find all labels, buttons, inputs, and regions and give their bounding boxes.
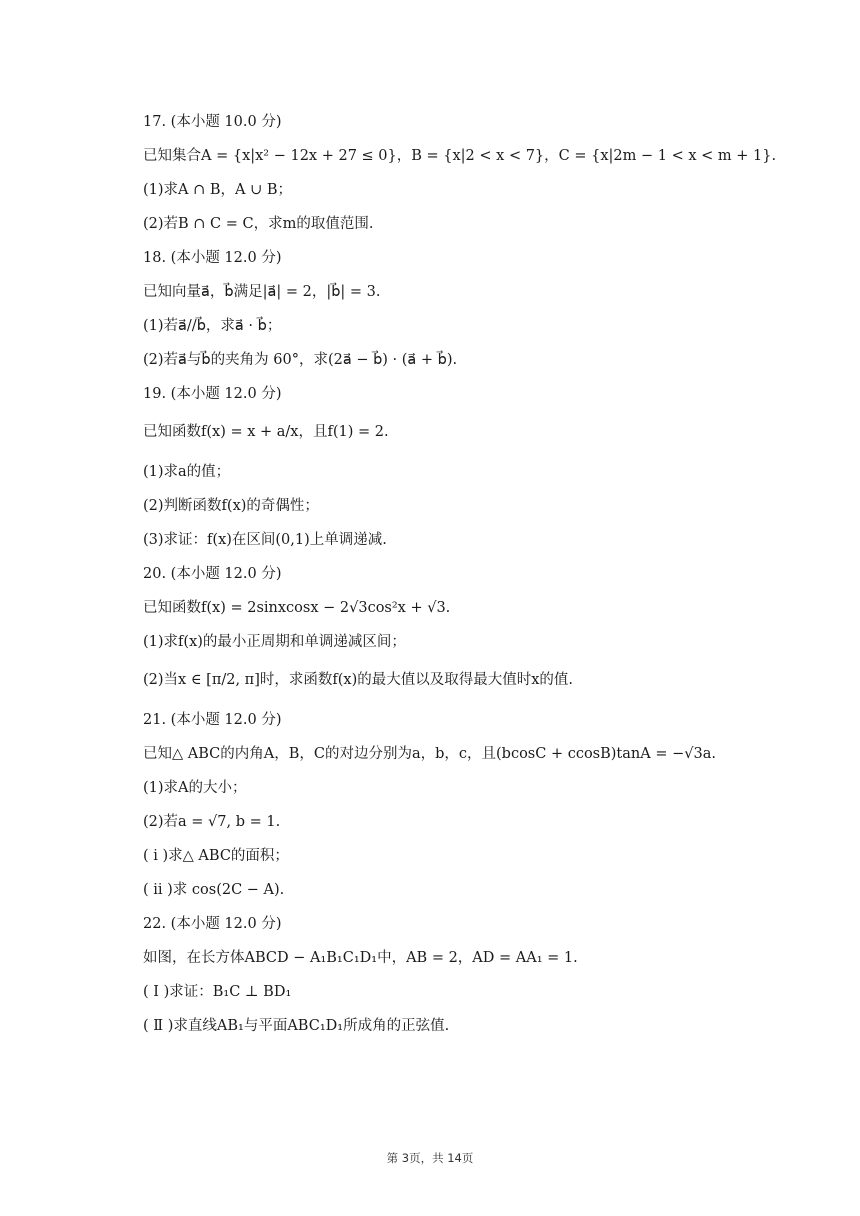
problem-17-part-1: (1)求A ∩ B，A ∪ B； bbox=[143, 182, 293, 198]
problem-21-subpart-i: ( ⅰ )求△ ABC的面积； bbox=[143, 848, 289, 864]
problem-22-header: 22. (本小题 12.0 分) bbox=[143, 916, 282, 932]
problem-18-part-1: (1)若a⃗//b⃗，求a⃗ · b⃗； bbox=[143, 318, 282, 334]
problem-22-part-II: ( Ⅱ )求直线AB₁与平面ABC₁D₁所成角的正弦值. bbox=[143, 1018, 450, 1034]
problem-20-header: 20. (本小题 12.0 分) bbox=[143, 566, 282, 582]
problem-20-part-2: (2)当x ∈ [π/2, π]时，求函数f(x)的最大值以及取得最大值时x的值. bbox=[143, 672, 574, 688]
problem-22-statement: 如图，在长方体ABCD − A₁B₁C₁D₁中，AB = 2，AD = AA₁ = 1. bbox=[143, 950, 578, 966]
problem-21-part-1: (1)求A的大小； bbox=[143, 780, 247, 796]
problem-18-part-2: (2)若a⃗与b⃗的夹角为 60°，求(2a⃗ − b⃗) · (a⃗ + b⃗). bbox=[143, 352, 458, 368]
problem-19-part-2: (2)判断函数f(x)的奇偶性； bbox=[143, 498, 319, 514]
problem-21-header: 21. (本小题 12.0 分) bbox=[143, 712, 282, 728]
problem-21-part-2: (2)若a = √7, b = 1. bbox=[143, 814, 281, 830]
problem-18-header: 18. (本小题 12.0 分) bbox=[143, 250, 282, 266]
problem-19-part-3: (3)求证：f(x)在区间(0,1)上单调递减. bbox=[143, 532, 387, 548]
problem-19-part-1: (1)求a的值； bbox=[143, 464, 231, 480]
problem-22-part-I: ( Ⅰ )求证：B₁C ⊥ BD₁ bbox=[143, 984, 292, 1000]
problem-17-statement: 已知集合A = {x|x² − 12x + 27 ≤ 0}，B = {x|2 < x < 7}，C = {x|2m − 1 < x < m + 1}. bbox=[143, 148, 777, 164]
problem-19-header: 19. (本小题 12.0 分) bbox=[143, 386, 282, 402]
page-footer: 第 3页，共 14页 bbox=[386, 1151, 474, 1165]
problem-21-subpart-ii: ( ⅱ )求 cos(2C − A). bbox=[143, 882, 285, 898]
problem-17-header: 17. (本小题 10.0 分) bbox=[143, 114, 282, 130]
problem-18-statement: 已知向量a⃗，b⃗满足|a⃗| = 2，|b⃗| = 3. bbox=[143, 284, 381, 300]
problem-21-statement: 已知△ ABC的内角A，B，C的对边分别为a，b，c，且(bcosC + ccosB)tanA = −√3a. bbox=[143, 746, 716, 762]
problem-20-part-1: (1)求f(x)的最小正周期和单调递减区间； bbox=[143, 634, 406, 650]
problem-20-statement: 已知函数f(x) = 2sinxcosx − 2√3cos²x + √3. bbox=[143, 600, 451, 616]
problem-19-statement: 已知函数f(x) = x + a/x，且f(1) = 2. bbox=[143, 424, 389, 440]
problem-17-part-2: (2)若B ∩ C = C，求m的取值范围. bbox=[143, 216, 374, 232]
